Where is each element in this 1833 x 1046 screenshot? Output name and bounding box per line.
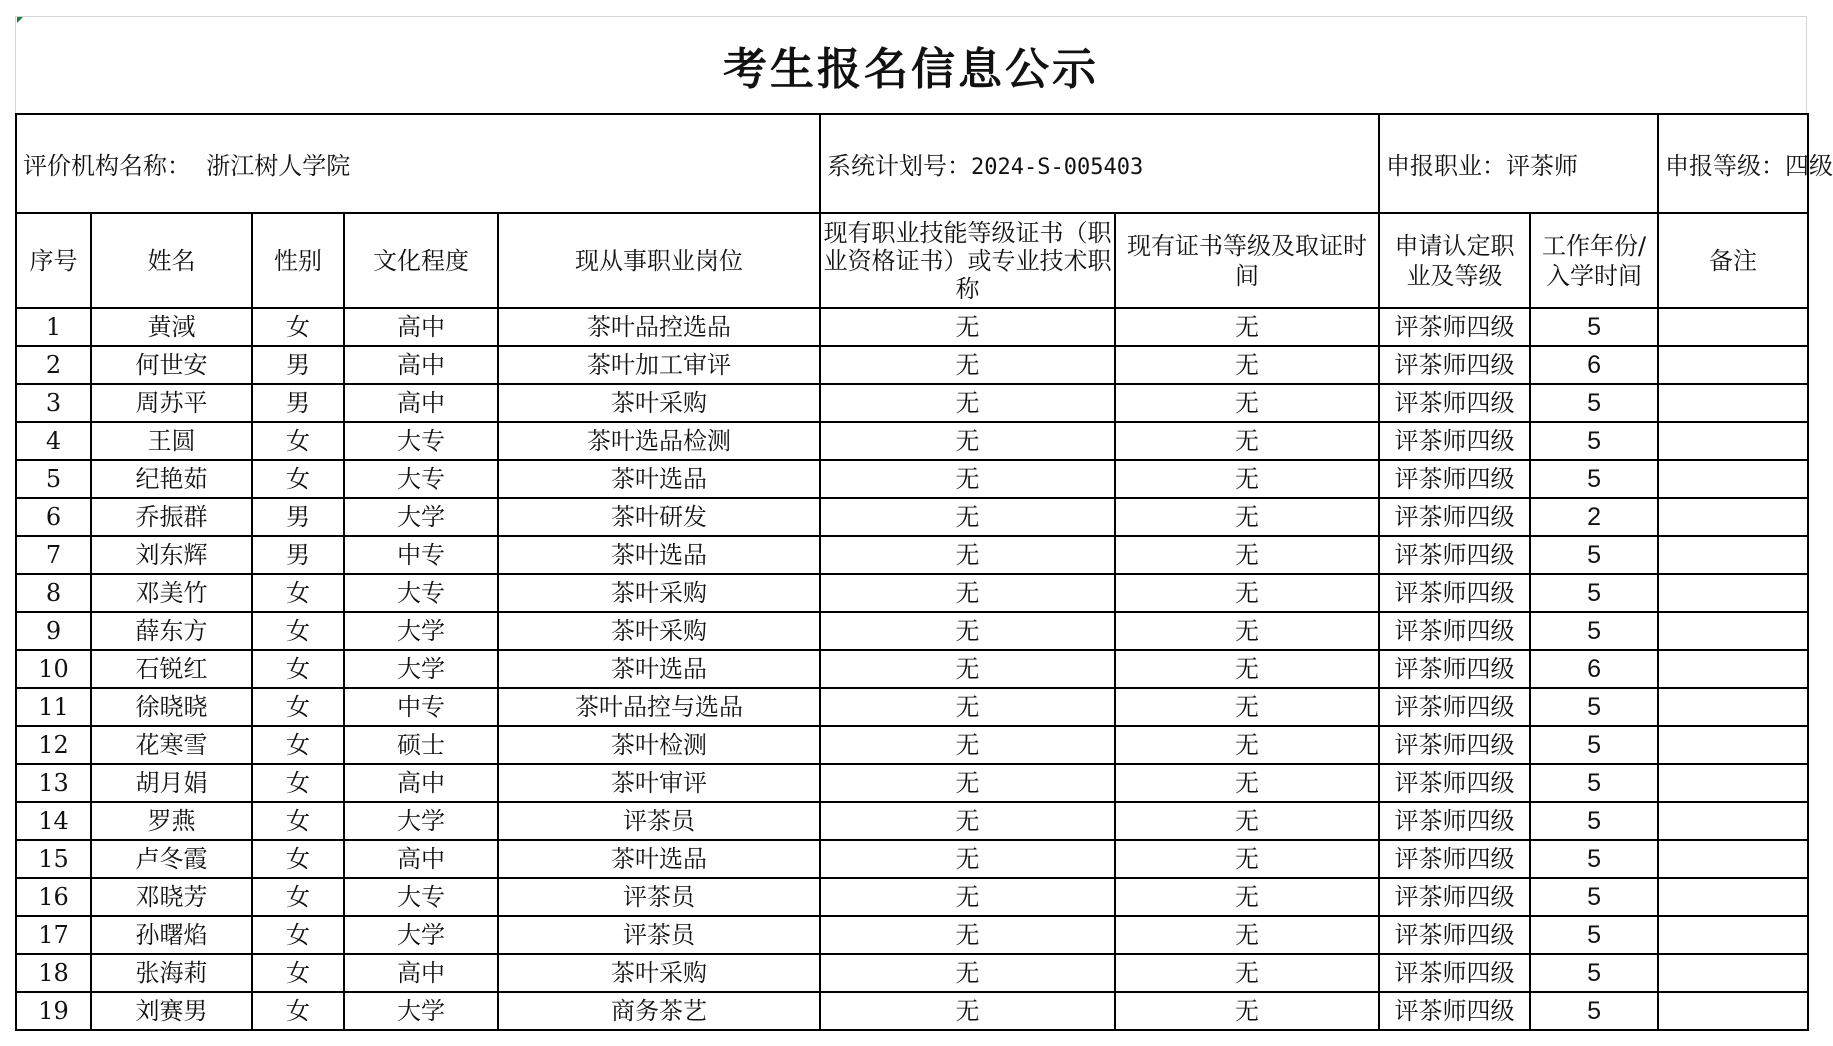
cell-cert-time: 无 (1115, 422, 1379, 460)
table-row (16, 764, 1808, 802)
table-row (16, 726, 1808, 764)
cell-current-cert: 无 (820, 536, 1115, 574)
cell-education: 大学 (344, 802, 498, 840)
cell-apply-level: 评茶师四级 (1379, 460, 1530, 498)
cell-position: 茶叶选品 (498, 650, 820, 688)
cell-cert-time: 无 (1115, 764, 1379, 802)
cell-work-years: 5 (1530, 574, 1658, 612)
cell-cert-time: 无 (1115, 498, 1379, 536)
cell-gender: 男 (252, 384, 344, 422)
cell-remark (1658, 574, 1808, 612)
cell-cert-time: 无 (1115, 536, 1379, 574)
cell-gender: 女 (252, 916, 344, 954)
cell-position: 商务茶艺 (498, 992, 820, 1030)
cell-no: 2 (16, 346, 91, 384)
cell-work-years: 5 (1530, 612, 1658, 650)
cell-work-years: 5 (1530, 992, 1658, 1030)
job-label: 申报职业： (1386, 152, 1507, 180)
header-no: 序号 (16, 213, 91, 308)
cell-gender: 男 (252, 346, 344, 384)
cell-position: 茶叶选品 (498, 536, 820, 574)
cell-position: 茶叶品控选品 (498, 308, 820, 346)
cell-name: 石锐红 (91, 650, 252, 688)
cell-apply-level: 评茶师四级 (1379, 802, 1530, 840)
table-row (16, 574, 1808, 612)
cell-cert-time: 无 (1115, 460, 1379, 498)
cell-name: 邓美竹 (91, 574, 252, 612)
cell-no: 12 (16, 726, 91, 764)
cell-no: 3 (16, 384, 91, 422)
cell-no: 1 (16, 308, 91, 346)
cell-education: 大学 (344, 916, 498, 954)
cell-remark (1658, 802, 1808, 840)
cell-work-years: 5 (1530, 422, 1658, 460)
cell-education: 大学 (344, 992, 498, 1030)
cell-position: 茶叶检测 (498, 726, 820, 764)
cell-gender: 女 (252, 878, 344, 916)
cell-work-years: 5 (1530, 688, 1658, 726)
cell-cert-time: 无 (1115, 384, 1379, 422)
cell-gender: 女 (252, 954, 344, 992)
cell-no: 11 (16, 688, 91, 726)
plan-value: 2024-S-005403 (971, 155, 1144, 180)
cell-education: 高中 (344, 308, 498, 346)
cell-current-cert: 无 (820, 574, 1115, 612)
table-row (16, 992, 1808, 1030)
org-label: 评价机构名称： (23, 152, 191, 180)
cell-education: 高中 (344, 840, 498, 878)
cell-work-years: 6 (1530, 650, 1658, 688)
cell-no: 8 (16, 574, 91, 612)
cell-name: 孙曙焰 (91, 916, 252, 954)
cell-gender: 女 (252, 460, 344, 498)
cell-gender: 男 (252, 536, 344, 574)
cell-position: 茶叶审评 (498, 764, 820, 802)
cell-gender: 女 (252, 308, 344, 346)
cell-remark (1658, 954, 1808, 992)
cell-apply-level: 评茶师四级 (1379, 536, 1530, 574)
cell-position: 评茶员 (498, 802, 820, 840)
cell-name: 纪艳茹 (91, 460, 252, 498)
cell-remark (1658, 612, 1808, 650)
cell-position: 茶叶采购 (498, 954, 820, 992)
cell-education: 大专 (344, 574, 498, 612)
cell-gender: 女 (252, 726, 344, 764)
table-row (16, 916, 1808, 954)
cell-education: 大专 (344, 878, 498, 916)
cell-remark (1658, 840, 1808, 878)
cell-cert-time: 无 (1115, 878, 1379, 916)
cell-current-cert: 无 (820, 688, 1115, 726)
cell-education: 大学 (344, 498, 498, 536)
org-value: 浙江树人学院 (206, 152, 351, 180)
cell-remark (1658, 460, 1808, 498)
cell-work-years: 5 (1530, 954, 1658, 992)
cell-no: 16 (16, 878, 91, 916)
cell-apply-level: 评茶师四级 (1379, 992, 1530, 1030)
cell-apply-level: 评茶师四级 (1379, 498, 1530, 536)
cell-cert-time: 无 (1115, 954, 1379, 992)
cell-gender: 男 (252, 498, 344, 536)
cell-no: 19 (16, 992, 91, 1030)
cell-position: 茶叶研发 (498, 498, 820, 536)
table-row (16, 802, 1808, 840)
cell-remark (1658, 384, 1808, 422)
cell-no: 13 (16, 764, 91, 802)
table-row (16, 422, 1808, 460)
cell-no: 6 (16, 498, 91, 536)
cell-gender: 女 (252, 802, 344, 840)
cell-work-years: 2 (1530, 498, 1658, 536)
cell-position: 茶叶选品 (498, 460, 820, 498)
level-label: 申报等级： (1665, 152, 1786, 180)
cell-apply-level: 评茶师四级 (1379, 840, 1530, 878)
header-apply-level: 申请认定职业及等级 (1379, 213, 1530, 308)
cell-position: 茶叶采购 (498, 384, 820, 422)
table-row (16, 498, 1808, 536)
cell-current-cert: 无 (820, 650, 1115, 688)
cell-current-cert: 无 (820, 308, 1115, 346)
org-cell (16, 114, 820, 213)
table-row (16, 384, 1808, 422)
cell-work-years: 5 (1530, 916, 1658, 954)
cell-apply-level: 评茶师四级 (1379, 726, 1530, 764)
cell-remark (1658, 308, 1808, 346)
cell-current-cert: 无 (820, 764, 1115, 802)
header-work-years: 工作年份/入学时间 (1530, 213, 1658, 308)
header-current-cert: 现有职业技能等级证书（职业资格证书）或专业技术职称 (820, 213, 1115, 308)
cell-gender: 女 (252, 574, 344, 612)
cell-apply-level: 评茶师四级 (1379, 574, 1530, 612)
cell-cert-time: 无 (1115, 992, 1379, 1030)
cell-education: 高中 (344, 346, 498, 384)
cell-apply-level: 评茶师四级 (1379, 878, 1530, 916)
cell-gender: 女 (252, 688, 344, 726)
cell-no: 15 (16, 840, 91, 878)
cell-remark (1658, 688, 1808, 726)
cell-apply-level: 评茶师四级 (1379, 308, 1530, 346)
cell-current-cert: 无 (820, 460, 1115, 498)
cell-cert-time: 无 (1115, 612, 1379, 650)
cell-name: 乔振群 (91, 498, 252, 536)
cell-apply-level: 评茶师四级 (1379, 954, 1530, 992)
table-row (16, 308, 1808, 346)
header-position: 现从事职业岗位 (498, 213, 820, 308)
cell-cert-time: 无 (1115, 346, 1379, 384)
cell-name: 卢冬霞 (91, 840, 252, 878)
cell-work-years: 5 (1530, 536, 1658, 574)
cell-name: 胡月娟 (91, 764, 252, 802)
cell-apply-level: 评茶师四级 (1379, 346, 1530, 384)
cell-name: 何世安 (91, 346, 252, 384)
cell-remark (1658, 726, 1808, 764)
cell-no: 9 (16, 612, 91, 650)
cell-education: 大专 (344, 460, 498, 498)
cell-current-cert: 无 (820, 422, 1115, 460)
info-row (16, 114, 1808, 213)
header-education: 文化程度 (344, 213, 498, 308)
table-row (16, 878, 1808, 916)
table-row (16, 840, 1808, 878)
cell-education: 大专 (344, 422, 498, 460)
cell-name: 刘东辉 (91, 536, 252, 574)
level-cell (1658, 114, 1833, 213)
cell-gender: 女 (252, 840, 344, 878)
cell-no: 10 (16, 650, 91, 688)
cell-position: 茶叶选品检测 (498, 422, 820, 460)
cell-work-years: 5 (1530, 840, 1658, 878)
cell-gender: 女 (252, 612, 344, 650)
cell-position: 茶叶采购 (498, 612, 820, 650)
cell-name: 张海莉 (91, 954, 252, 992)
cell-name: 罗燕 (91, 802, 252, 840)
cell-gender: 女 (252, 764, 344, 802)
cell-education: 高中 (344, 384, 498, 422)
table-row (16, 954, 1808, 992)
cell-apply-level: 评茶师四级 (1379, 764, 1530, 802)
cell-gender: 女 (252, 650, 344, 688)
cell-position: 茶叶采购 (498, 574, 820, 612)
cell-current-cert: 无 (820, 612, 1115, 650)
table-row (16, 650, 1808, 688)
cell-no: 7 (16, 536, 91, 574)
cell-remark (1658, 346, 1808, 384)
cell-cert-time: 无 (1115, 308, 1379, 346)
table-row (16, 612, 1808, 650)
cell-education: 硕士 (344, 726, 498, 764)
cell-apply-level: 评茶师四级 (1379, 422, 1530, 460)
cell-remark (1658, 536, 1808, 574)
cell-current-cert: 无 (820, 878, 1115, 916)
header-name: 姓名 (91, 213, 252, 308)
cell-current-cert: 无 (820, 346, 1115, 384)
cell-remark (1658, 878, 1808, 916)
cell-apply-level: 评茶师四级 (1379, 650, 1530, 688)
cell-name: 徐晓晓 (91, 688, 252, 726)
cell-gender: 女 (252, 992, 344, 1030)
table-body (16, 308, 1808, 1030)
cell-current-cert: 无 (820, 384, 1115, 422)
cell-position: 评茶员 (498, 916, 820, 954)
cell-no: 5 (16, 460, 91, 498)
cell-remark (1658, 992, 1808, 1030)
header-cert-time: 现有证书等级及取证时间 (1115, 213, 1379, 308)
cell-no: 18 (16, 954, 91, 992)
cell-current-cert: 无 (820, 916, 1115, 954)
cell-current-cert: 无 (820, 954, 1115, 992)
cell-cert-time: 无 (1115, 574, 1379, 612)
job-cell (1379, 114, 1658, 213)
cell-education: 高中 (344, 764, 498, 802)
cell-work-years: 5 (1530, 764, 1658, 802)
job-value: 评茶师 (1506, 152, 1579, 180)
cell-education: 大学 (344, 612, 498, 650)
plan-label: 系统计划号： (827, 152, 972, 180)
cell-education: 中专 (344, 536, 498, 574)
header-gender: 性别 (252, 213, 344, 308)
cell-name: 周苏平 (91, 384, 252, 422)
cell-remark (1658, 764, 1808, 802)
cell-cert-time: 无 (1115, 840, 1379, 878)
cell-position: 茶叶选品 (498, 840, 820, 878)
cell-education: 高中 (344, 954, 498, 992)
cell-work-years: 5 (1530, 878, 1658, 916)
cell-name: 薛东方 (91, 612, 252, 650)
cell-current-cert: 无 (820, 726, 1115, 764)
cell-apply-level: 评茶师四级 (1379, 688, 1530, 726)
table-row (16, 346, 1808, 384)
level-value: 四级 (1785, 152, 1833, 180)
cell-remark (1658, 650, 1808, 688)
page-title: 考生报名信息公示 (15, 16, 1807, 113)
cell-no: 14 (16, 802, 91, 840)
cell-remark (1658, 498, 1808, 536)
cell-name: 邓晓芳 (91, 878, 252, 916)
cell-no: 4 (16, 422, 91, 460)
cell-name: 花寒雪 (91, 726, 252, 764)
cell-current-cert: 无 (820, 498, 1115, 536)
cell-name: 王圆 (91, 422, 252, 460)
cell-name: 刘赛男 (91, 992, 252, 1030)
cell-work-years: 5 (1530, 460, 1658, 498)
cell-remark (1658, 916, 1808, 954)
header-remark: 备注 (1658, 213, 1808, 308)
cell-name: 黄淢 (91, 308, 252, 346)
cell-remark (1658, 422, 1808, 460)
cell-cert-time: 无 (1115, 916, 1379, 954)
spreadsheet (15, 16, 1833, 1031)
cell-position: 茶叶加工审评 (498, 346, 820, 384)
cell-position: 茶叶品控与选品 (498, 688, 820, 726)
cell-cert-time: 无 (1115, 726, 1379, 764)
table-row (16, 536, 1808, 574)
cell-apply-level: 评茶师四级 (1379, 916, 1530, 954)
cell-work-years: 5 (1530, 726, 1658, 764)
applicant-table (15, 113, 1833, 1031)
plan-cell (820, 114, 1379, 213)
cell-cert-time: 无 (1115, 688, 1379, 726)
cell-cert-time: 无 (1115, 650, 1379, 688)
cell-work-years: 5 (1530, 802, 1658, 840)
cell-current-cert: 无 (820, 992, 1115, 1030)
cell-apply-level: 评茶师四级 (1379, 612, 1530, 650)
cell-no: 17 (16, 916, 91, 954)
cell-work-years: 5 (1530, 384, 1658, 422)
cell-current-cert: 无 (820, 802, 1115, 840)
cell-work-years: 6 (1530, 346, 1658, 384)
cell-education: 中专 (344, 688, 498, 726)
cell-position: 评茶员 (498, 878, 820, 916)
cell-apply-level: 评茶师四级 (1379, 384, 1530, 422)
table-row (16, 688, 1808, 726)
cell-education: 大学 (344, 650, 498, 688)
cell-cert-time: 无 (1115, 802, 1379, 840)
cell-gender: 女 (252, 422, 344, 460)
cell-work-years: 5 (1530, 308, 1658, 346)
header-row (16, 213, 1808, 308)
table-row (16, 460, 1808, 498)
cell-current-cert: 无 (820, 840, 1115, 878)
